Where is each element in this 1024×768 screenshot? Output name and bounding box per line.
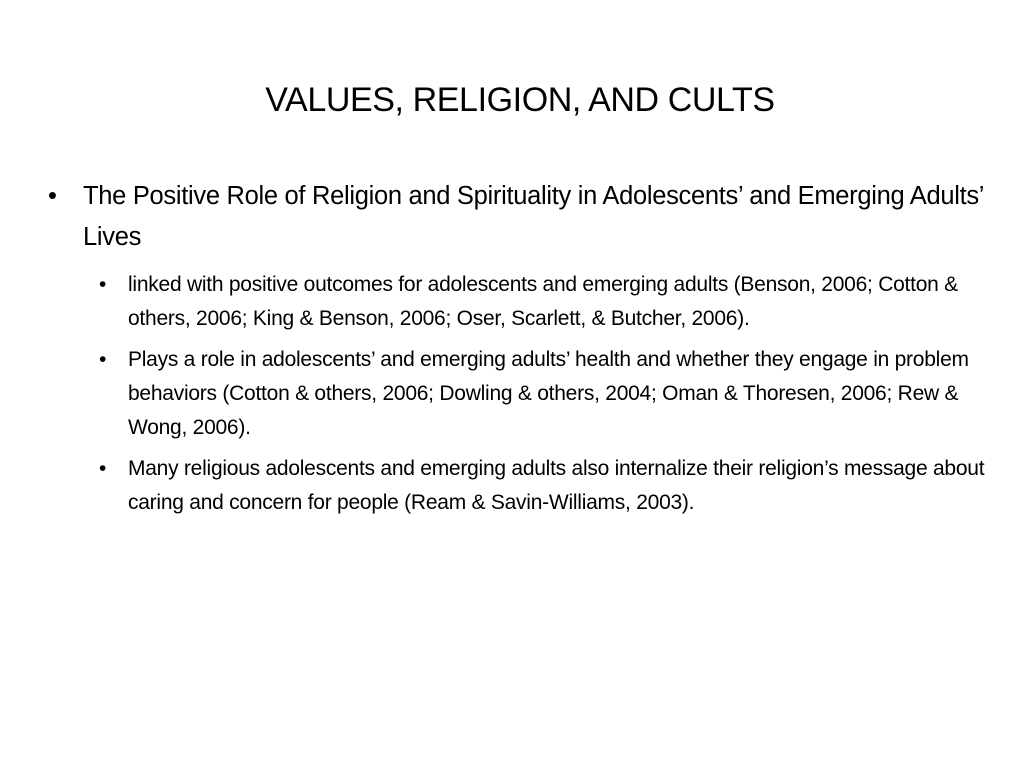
main-bullet-text: The Positive Role of Religion and Spirituality in Adolescents’ and Emerging Adults’ Lives	[83, 182, 984, 251]
main-bullet	[48, 176, 1000, 258]
sub-bullet-text: Many religious adolescents and emerging adults also internalize their religion’s message about caring and concern for people (Ream & Savin-Williams, 2003).	[128, 457, 985, 514]
sub-bullet-text: Plays a role in adolescents’ and emerging adults’ health and whether they engage in problem behaviors (Cotton & others, 2006; Dowling & others, 2004; Oman & Thoresen, 2006; Rew & Wong, 2006).	[128, 348, 969, 439]
slide-title: VALUES, RELIGION, AND CULTS	[265, 81, 775, 119]
sub-bullet	[96, 452, 996, 520]
bullet-dot-icon: •	[48, 182, 57, 210]
slide-content	[48, 176, 1000, 527]
sub-bullet	[96, 343, 996, 445]
sub-bullet-list	[96, 268, 996, 520]
bullet-dot-icon: •	[99, 273, 107, 296]
bullet-dot-icon: •	[99, 348, 107, 371]
bullet-dot-icon: •	[99, 457, 107, 480]
sub-bullet-text: linked with positive outcomes for adolescents and emerging adults (Benson, 2006; Cotton & others, 2006; King & Benson, 2006; Oser, Scarlett, & Butcher, 2006).	[128, 273, 958, 330]
sub-bullet	[96, 268, 996, 336]
